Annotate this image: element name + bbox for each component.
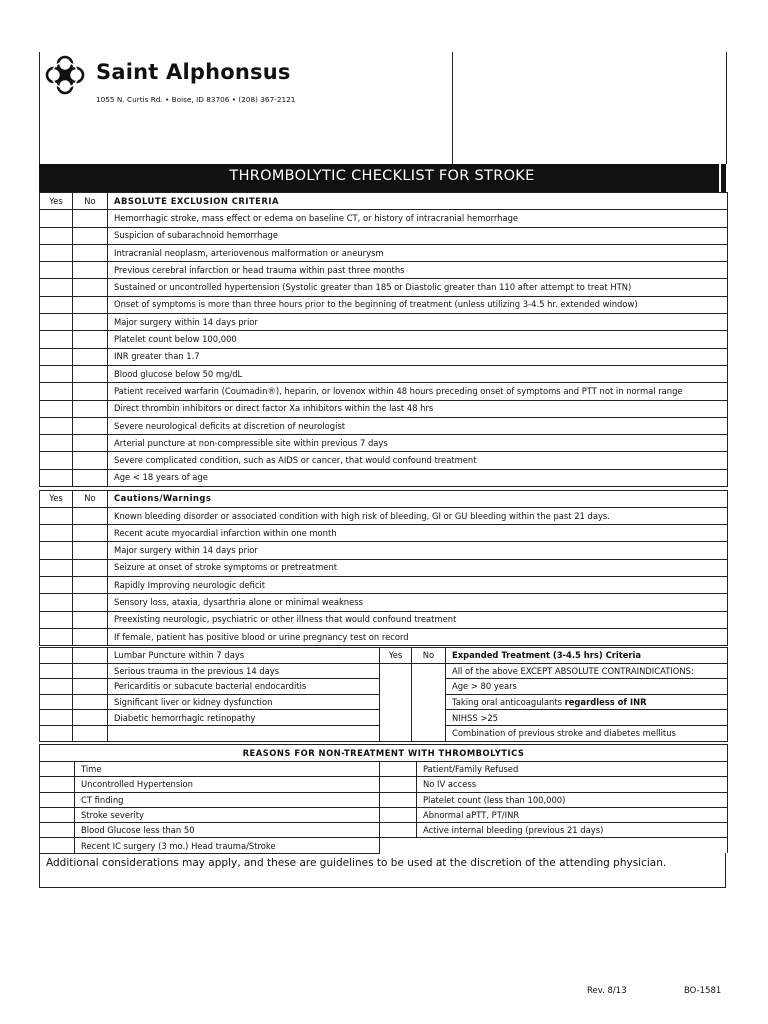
exclusion-criterion-label: Arterial puncture at non-compressible site within previous 7 days (108, 435, 728, 452)
logo (42, 52, 88, 98)
exclusion-criterion-label: Blood glucose below 50 mg/dL (108, 365, 728, 382)
caution-yes-checkbox[interactable] (40, 628, 73, 645)
exclusion-no-checkbox[interactable] (73, 417, 108, 434)
caution-no-checkbox[interactable] (73, 694, 108, 710)
reason-empty-cell (380, 838, 417, 853)
exclusion-no-label: No (73, 193, 108, 210)
exclusion-row (40, 262, 728, 279)
exclusion-table (39, 192, 728, 487)
reason-label: Recent IC surgery (3 mo.) Head trauma/Stroke (75, 838, 380, 853)
caution-yes-checkbox[interactable] (40, 594, 73, 611)
expanded-criterion-label: Taking oral anticoagulants regardless of INR (446, 694, 728, 710)
page-title: THROMBOLYTIC CHECKLIST FOR STROKE (229, 168, 535, 184)
reasons-header-row (40, 745, 728, 762)
exclusion-no-checkbox[interactable] (73, 331, 108, 348)
reason-row (40, 777, 728, 792)
exclusion-yes-checkbox[interactable] (40, 227, 73, 244)
cautions-no-label: No (73, 490, 108, 507)
exclusion-no-checkbox[interactable] (73, 452, 108, 469)
exclusion-row (40, 469, 728, 486)
cautions-header-row (40, 490, 728, 507)
reason-checkbox[interactable] (40, 762, 75, 777)
exclusion-no-checkbox[interactable] (73, 244, 108, 261)
reason-checkbox[interactable] (380, 823, 417, 838)
saint-alphonsus-cross-icon (42, 52, 88, 98)
caution-yes-checkbox[interactable] (40, 648, 73, 664)
caution-label: Recent acute myocardial infarction within one month (108, 525, 728, 542)
caution-label-empty (108, 725, 380, 741)
expanded-no-checkbox[interactable] (412, 663, 446, 741)
exclusion-no-checkbox[interactable] (73, 365, 108, 382)
caution-yes-checkbox[interactable] (40, 663, 73, 679)
caution-no-checkbox[interactable] (73, 577, 108, 594)
exclusion-no-checkbox[interactable] (73, 435, 108, 452)
caution-no-checkbox[interactable] (73, 679, 108, 695)
caution-no-checkbox[interactable] (73, 663, 108, 679)
exclusion-criterion-label: Previous cerebral infarction or head trauma within past three months (108, 262, 728, 279)
regardless-of-inr-label: regardless of INR (564, 697, 647, 708)
reason-label: No IV access (417, 777, 728, 792)
footer-note: Additional considerations may apply, and these are guidelines to be used at the discretion of the attending physician. (46, 857, 667, 869)
exclusion-yes-checkbox[interactable] (40, 262, 73, 279)
caution-no-checkbox[interactable] (73, 525, 108, 542)
caution-label: Lumbar Puncture within 7 days (108, 648, 380, 664)
exclusion-no-checkbox[interactable] (73, 296, 108, 313)
form-number: BO-1581 (684, 986, 722, 996)
expanded-no-label: No (412, 648, 446, 664)
reason-empty-cell (417, 838, 728, 853)
expanded-criterion-label: Age > 80 years (446, 679, 728, 695)
exclusion-row (40, 331, 728, 348)
caution-row (40, 507, 728, 524)
caution-no-checkbox[interactable] (73, 725, 108, 741)
exclusion-yes-checkbox[interactable] (40, 452, 73, 469)
exclusion-row (40, 227, 728, 244)
split-row (40, 663, 728, 679)
reason-checkbox[interactable] (380, 792, 417, 807)
exclusion-row (40, 400, 728, 417)
exclusion-yes-checkbox[interactable] (40, 279, 73, 296)
org-name: Saint Alphonsus (96, 60, 291, 84)
reason-checkbox[interactable] (380, 762, 417, 777)
caution-label: Rapidly Improving neurologic deficit (108, 577, 728, 594)
exclusion-no-checkbox[interactable] (73, 348, 108, 365)
exclusion-criterion-label: INR greater than 1.7 (108, 348, 728, 365)
exclusion-criterion-label: Age < 18 years of age (108, 469, 728, 486)
exclusion-criterion-label: Sustained or uncontrolled hypertension (Systolic greater than 185 or Diastolic greater than 110 after attempt to treat HTN) (108, 279, 728, 296)
exclusion-no-checkbox[interactable] (73, 210, 108, 227)
reason-label: Patient/Family Refused (417, 762, 728, 777)
exclusion-row (40, 244, 728, 261)
header-left-border (39, 52, 40, 164)
exclusion-row (40, 452, 728, 469)
reason-checkbox[interactable] (40, 777, 75, 792)
cautions-heading: Cautions/Warnings (108, 490, 728, 507)
header-divider (452, 52, 453, 164)
exclusion-yes-checkbox[interactable] (40, 348, 73, 365)
exclusion-criterion-label: Platelet count below 100,000 (108, 331, 728, 348)
exclusion-heading: ABSOLUTE EXCLUSION CRITERIA (108, 193, 728, 210)
caution-row (40, 611, 728, 628)
exclusion-criterion-label: Severe complicated condition, such as AIDS or cancer, that would confound treatment (108, 452, 728, 469)
reason-checkbox[interactable] (40, 792, 75, 807)
reasons-heading: REASONS FOR NON-TREATMENT WITH THROMBOLYTICS (40, 745, 728, 762)
caution-label: Preexisting neurologic, psychiatric or other illness that would confound treatment (108, 611, 728, 628)
exclusion-row (40, 279, 728, 296)
caution-no-checkbox[interactable] (73, 507, 108, 524)
exclusion-no-checkbox[interactable] (73, 400, 108, 417)
caution-row (40, 542, 728, 559)
reason-label: Blood Glucose less than 50 (75, 823, 380, 838)
expanded-heading: Expanded Treatment (3-4.5 hrs) Criteria (446, 648, 728, 664)
exclusion-yes-label: Yes (40, 193, 73, 210)
reason-label: Uncontrolled Hypertension (75, 777, 380, 792)
caution-no-checkbox[interactable] (73, 648, 108, 664)
caution-label: Significant liver or kidney dysfunction (108, 694, 380, 710)
caution-yes-checkbox[interactable] (40, 525, 73, 542)
exclusion-yes-checkbox[interactable] (40, 417, 73, 434)
exclusion-row (40, 296, 728, 313)
exclusion-yes-checkbox[interactable] (40, 210, 73, 227)
caution-no-checkbox[interactable] (73, 559, 108, 576)
caution-label: Known bleeding disorder or associated condition with high risk of bleeding, GI or GU bleeding within the past 21 days. (108, 507, 728, 524)
caution-yes-checkbox[interactable] (40, 542, 73, 559)
exclusion-row (40, 314, 728, 331)
reason-row (40, 807, 728, 822)
exclusion-yes-checkbox[interactable] (40, 365, 73, 382)
caution-no-checkbox[interactable] (73, 594, 108, 611)
exclusion-criterion-label: Onset of symptoms is more than three hours prior to the beginning of treatment (unless utilizing 3-4.5 hr. extended window) (108, 296, 728, 313)
exclusion-row (40, 210, 728, 227)
org-address: 1055 N. Curtis Rd. • Boise, ID 83706 • (208) 367-2121 (96, 95, 296, 104)
exclusion-yes-checkbox[interactable] (40, 296, 73, 313)
expanded-criterion-label: Combination of previous stroke and diabetes mellitus (446, 725, 728, 741)
caution-label: Diabetic hemorrhagic retinopathy (108, 710, 380, 726)
exclusion-row (40, 365, 728, 382)
exclusion-yes-checkbox[interactable] (40, 314, 73, 331)
reason-row (40, 838, 728, 853)
reason-row (40, 792, 728, 807)
exclusion-criterion-label: Severe neurological deficits at discretion of neurologist (108, 417, 728, 434)
caution-yes-checkbox[interactable] (40, 710, 73, 726)
caution-yes-checkbox[interactable] (40, 611, 73, 628)
exclusion-yes-checkbox[interactable] (40, 435, 73, 452)
reason-label: Time (75, 762, 380, 777)
exclusion-yes-checkbox[interactable] (40, 331, 73, 348)
caution-no-checkbox[interactable] (73, 628, 108, 645)
reasons-table (39, 744, 728, 854)
caution-row (40, 559, 728, 576)
caution-row (40, 628, 728, 645)
exclusion-criterion-label: Suspicion of subarachnoid hemorrhage (108, 227, 728, 244)
caution-no-checkbox[interactable] (73, 542, 108, 559)
caution-row (40, 525, 728, 542)
reason-checkbox[interactable] (40, 838, 75, 853)
reason-checkbox[interactable] (40, 807, 75, 822)
exclusion-no-checkbox[interactable] (73, 383, 108, 400)
reason-label: CT finding (75, 792, 380, 807)
reason-row (40, 823, 728, 838)
exclusion-criterion-label: Major surgery within 14 days prior (108, 314, 728, 331)
exclusion-yes-checkbox[interactable] (40, 469, 73, 486)
reason-checkbox[interactable] (380, 807, 417, 822)
caution-yes-checkbox[interactable] (40, 694, 73, 710)
caution-yes-checkbox[interactable] (40, 679, 73, 695)
caution-label: Sensory loss, ataxia, dysarthria alone or minimal weakness (108, 594, 728, 611)
caution-yes-checkbox[interactable] (40, 507, 73, 524)
exclusion-row (40, 417, 728, 434)
exclusion-criterion-label: Patient received warfarin (Coumadin®), heparin, or lovenox within 48 hours preceding onset of symptoms and PTT not in normal range (108, 383, 728, 400)
expanded-criterion-label: NIHSS >25 (446, 710, 728, 726)
caution-label: Pericarditis or subacute bacterial endocarditis (108, 679, 380, 695)
reason-label: Stroke severity (75, 807, 380, 822)
reason-checkbox[interactable] (380, 777, 417, 792)
exclusion-criterion-label: Intracranial neoplasm, arteriovenous malformation or aneurysm (108, 244, 728, 261)
reason-row (40, 762, 728, 777)
exclusion-header-row (40, 193, 728, 210)
caution-label: Major surgery within 14 days prior (108, 542, 728, 559)
exclusion-criterion-label: Direct thrombin inhibitors or direct factor Xa inhibitors within the last 48 hrs (108, 400, 728, 417)
caution-row (40, 594, 728, 611)
expanded-criteria-table (39, 647, 728, 742)
expanded-yes-checkbox[interactable] (380, 663, 412, 741)
caution-no-checkbox[interactable] (73, 611, 108, 628)
header-right-border (726, 52, 727, 164)
revision-label: Rev. 8/13 (587, 986, 627, 996)
caution-row (40, 577, 728, 594)
reason-label: Abnormal aPTT, PT/INR (417, 807, 728, 822)
exclusion-no-checkbox[interactable] (73, 227, 108, 244)
caution-label: Serious trauma in the previous 14 days (108, 663, 380, 679)
reason-label: Platelet count (less than 100,000) (417, 792, 728, 807)
caution-no-checkbox[interactable] (73, 710, 108, 726)
caution-yes-checkbox[interactable] (40, 559, 73, 576)
caution-yes-checkbox[interactable] (40, 725, 73, 741)
exclusion-row (40, 348, 728, 365)
reason-checkbox[interactable] (40, 823, 75, 838)
caution-yes-checkbox[interactable] (40, 577, 73, 594)
exclusion-row (40, 435, 728, 452)
expanded-yes-label: Yes (380, 648, 412, 664)
exclusion-no-checkbox[interactable] (73, 262, 108, 279)
caution-label: If female, patient has positive blood or urine pregnancy test on record (108, 628, 728, 645)
exclusion-no-checkbox[interactable] (73, 314, 108, 331)
exclusion-yes-checkbox[interactable] (40, 400, 73, 417)
exclusion-row (40, 383, 728, 400)
exclusion-yes-checkbox[interactable] (40, 244, 73, 261)
exclusion-no-checkbox[interactable] (73, 279, 108, 296)
split-row (40, 648, 728, 664)
exclusion-yes-checkbox[interactable] (40, 383, 73, 400)
cautions-yes-label: Yes (40, 490, 73, 507)
expanded-criterion-label: All of the above EXCEPT ABSOLUTE CONTRAINDICATIONS: (446, 663, 728, 679)
caution-label: Seizure at onset of stroke symptoms or pretreatment (108, 559, 728, 576)
exclusion-criterion-label: Hemorrhagic stroke, mass effect or edema on baseline CT, or history of intracranial hemorrhage (108, 210, 728, 227)
exclusion-no-checkbox[interactable] (73, 469, 108, 486)
reason-label: Active internal bleeding (previous 21 days) (417, 823, 728, 838)
cautions-table (39, 490, 728, 647)
